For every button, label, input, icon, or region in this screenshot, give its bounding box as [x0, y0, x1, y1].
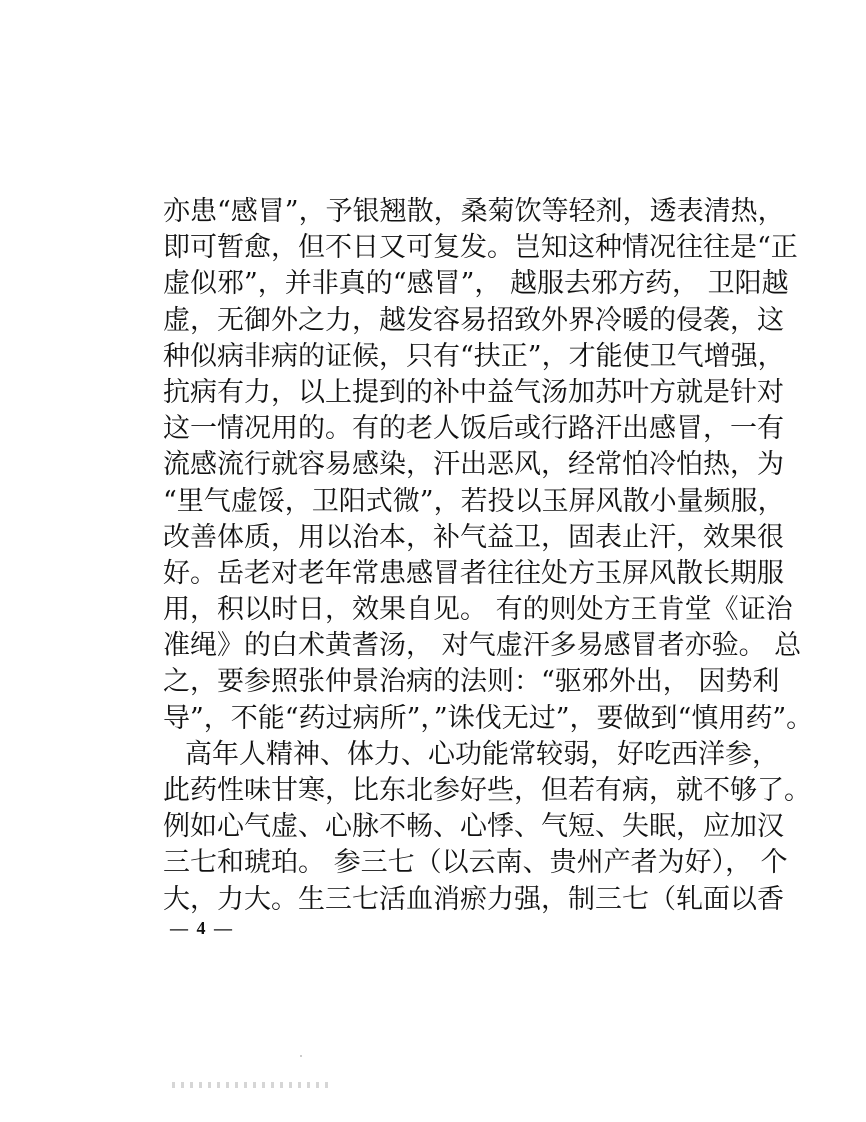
text-line: 三七和琥珀。 参三七（以云南、贵州产者为好）， 个 [163, 847, 788, 879]
text-line: 流感流行就容易感染，汗出恶风，经常怕冷怕热，为 [163, 449, 784, 481]
text-line: 虚，无御外之力，越发容易招致外界冷暖的侵袭，这 [163, 304, 784, 336]
text-line: 例如心气虚、心脉不畅、心悸、气短、失眠，应加汉 [163, 811, 784, 843]
text-line: 此药性味甘寒，比东北参好些，但若有病，就不够了。 [163, 775, 811, 806]
text-line: 大，力大。生三七活血消瘀力强，制三七（轧面以香 [163, 883, 784, 915]
paragraph-start-line: 高年人精神、体力、心功能常较弱，好吃西洋参， [185, 738, 779, 770]
text-line: 即可暂愈，但不日又可复发。岂知这种情况往往是“正 [163, 232, 798, 264]
text-line: 种似病非病的证候，只有“扶正”，才能使卫气增强， [163, 340, 785, 372]
text-line: “里气虚馁，卫阳式微”，若投以玉屏风散小量频服， [163, 485, 785, 517]
text-line: 准绳》的白术黄耆汤， 对气虚汗多易感冒者亦验。 总 [163, 630, 802, 662]
scan-bleed-through [172, 1082, 332, 1088]
text-line: 抗病有力，以上提到的补中益气汤加苏叶方就是针对 [163, 376, 784, 408]
text-line: 导”，不能“药过病所”，”诛伐无过”，要做到“慎用药”。 [163, 702, 814, 734]
page-number: — 4 — [170, 918, 234, 938]
body-text [163, 194, 814, 918]
text-line: 虚似邪”，并非真的“感冒”， 越服去邪方药， 卫阳越 [163, 268, 789, 300]
text-line: 改善体质，用以治本，补气益卫，固表止汗，效果很 [163, 521, 784, 553]
text-line: 亦患“感冒”，予银翘散，桑菊饮等轻剂，透表清热， [163, 196, 785, 227]
text-line: 这一情况用的。有的老人饭后或行路汗出感冒，一有 [163, 413, 784, 445]
scan-speck [300, 1055, 302, 1057]
text-line: 用，积以时日，效果自见。 有的则处方王肯堂《证治 [163, 594, 793, 626]
text-line: 好。岳老对老年常患感冒者往往处方玉屏风散长期服 [163, 557, 784, 589]
text-line: 之，要参照张仲景治病的法则：“驱邪外出， 因势利 [163, 666, 780, 698]
